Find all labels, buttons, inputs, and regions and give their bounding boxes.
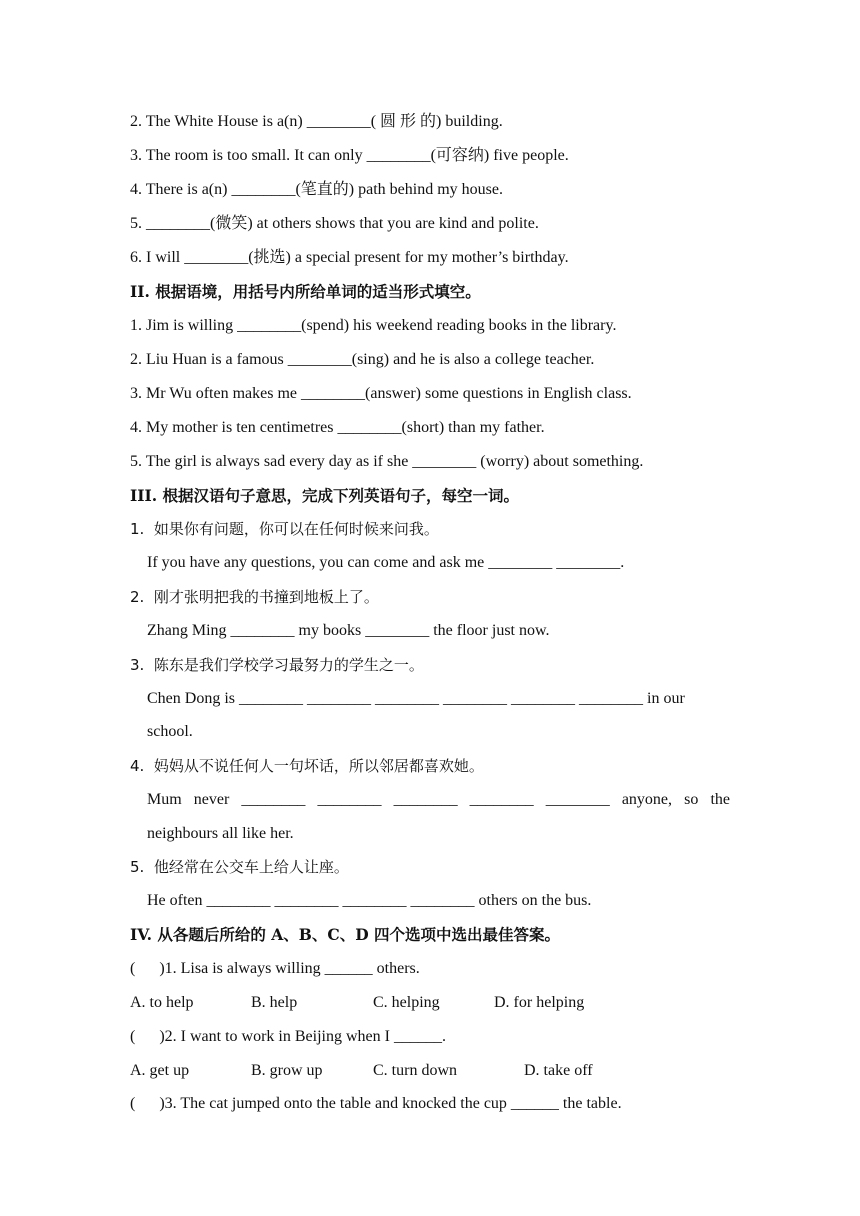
s3-item-5-english: He often ________ ________ ________ ________ others on the bus. <box>147 892 592 909</box>
s4-q1-option-b: B. help <box>251 994 298 1011</box>
s3-item-1-chinese: 1. 如果你有问题，你可以在任何时候来问我。 <box>130 520 439 538</box>
s3-item-4-english-line2: neighbours all like her. <box>147 825 294 842</box>
s4-q1-option-d: D. for helping <box>494 994 585 1011</box>
s4-question-1: ( )1. Lisa is always willing ______ others. <box>130 960 420 977</box>
s2-item-3: 3. Mr Wu often makes me ________(answer) some questions in English class. <box>130 385 632 402</box>
s3-item-2-english: Zhang Ming ________ my books ________ the floor just now. <box>147 622 550 639</box>
s3-item-1-english: If you have any questions, you can come and ask me ________ ________. <box>147 554 625 571</box>
s3-item-4-chinese: 4. 妈妈从不说任何人一句坏话，所以邻居都喜欢她。 <box>130 757 484 775</box>
s3-item-4-english-line1: Mum never ________ ________ ________ ________ ________ anyone, so the <box>147 791 730 808</box>
section-4-heading: IV. 从各题后所给的 A、B、C、D 四个选项中选出最佳答案。 <box>130 925 561 944</box>
s2-item-5: 5. The girl is always sad every day as if she ________ (worry) about something. <box>130 453 644 470</box>
s3-item-5-chinese: 5. 他经常在公交车上给人让座。 <box>130 858 349 876</box>
s1-item-5: 5. ________(微笑) at others shows that you are kind and polite. <box>130 215 539 232</box>
s4-q2-option-b: B. grow up <box>251 1062 323 1079</box>
s4-q2-option-c: C. turn down <box>373 1062 457 1079</box>
s3-item-3-english-line2: school. <box>147 723 193 740</box>
s4-q2-option-d: D. take off <box>524 1062 593 1079</box>
s4-question-3: ( )3. The cat jumped onto the table and knocked the cup ______ the table. <box>130 1095 622 1112</box>
s1-item-2: 2. The White House is a(n) ________( 圆 形 的) building. <box>130 113 503 130</box>
s2-item-4: 4. My mother is ten centimetres ________(short) than my father. <box>130 419 545 436</box>
s1-item-4: 4. There is a(n) ________(笔直的) path behind my house. <box>130 181 503 198</box>
s2-item-2: 2. Liu Huan is a famous ________(sing) and he is also a college teacher. <box>130 351 595 368</box>
s3-item-3-chinese: 3. 陈东是我们学校学习最努力的学生之一。 <box>130 656 424 674</box>
s3-item-2-chinese: 2. 刚才张明把我的书撞到地板上了。 <box>130 588 379 606</box>
s4-q1-option-a: A. to help <box>130 994 194 1011</box>
s4-q1-option-c: C. helping <box>373 994 440 1011</box>
section-3-heading: III. 根据汉语句子意思，完成下列英语句子，每空一词。 <box>130 486 520 505</box>
s2-item-1: 1. Jim is willing ________(spend) his weekend reading books in the library. <box>130 317 617 334</box>
s1-item-3: 3. The room is too small. It can only ________(可容纳) five people. <box>130 147 569 164</box>
s4-q2-option-a: A. get up <box>130 1062 190 1079</box>
section-2-heading: II. 根据语境，用括号内所给单词的适当形式填空。 <box>130 282 481 301</box>
s3-item-3-english-line1: Chen Dong is ________ ________ ________ ________ ________ ________ in our <box>147 690 685 707</box>
s4-question-2: ( )2. I want to work in Beijing when I ______. <box>130 1028 446 1045</box>
s1-item-6: 6. I will ________(挑选) a special present for my mother’s birthday. <box>130 249 569 266</box>
